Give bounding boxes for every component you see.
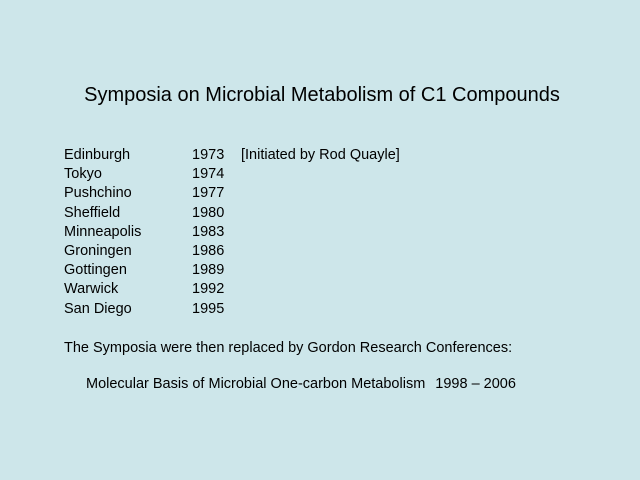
symposium-city: San Diego <box>64 300 132 317</box>
symposium-city: Minneapolis <box>64 223 142 240</box>
symposium-note: [Initiated by Rod Quayle] <box>241 147 400 163</box>
gordon-conference <box>86 375 516 394</box>
replacement-statement: The Symposia were then replaced by Gordon Research Conferences: <box>64 340 513 356</box>
symposium-city: Sheffield <box>64 204 121 221</box>
symposium-year: 1986 <box>192 242 225 259</box>
symposium-year: 1980 <box>192 204 225 221</box>
slide-title: Symposia on Microbial Metabolism of C1 Compounds <box>84 84 560 106</box>
symposium-city: Groningen <box>64 242 132 259</box>
gordon-conference-name: Molecular Basis of Microbial One-carbon Metabolism <box>86 376 426 392</box>
symposium-year: 1977 <box>192 185 225 202</box>
gordon-conference-years: 1998 – 2006 <box>435 376 516 392</box>
symposium-year: 1974 <box>192 166 225 183</box>
symposium-city: Gottingen <box>64 262 127 279</box>
symposium-year: 1989 <box>192 262 225 279</box>
symposium-city: Pushchino <box>64 185 132 202</box>
symposium-year: 1983 <box>192 223 225 240</box>
symposium-city: Warwick <box>64 281 119 298</box>
symposium-city: Edinburgh <box>64 147 131 163</box>
symposium-city: Tokyo <box>64 166 102 183</box>
symposium-year: 1992 <box>192 281 225 298</box>
symposium-year: 1973 <box>192 147 225 163</box>
symposium-year: 1995 <box>192 300 225 317</box>
